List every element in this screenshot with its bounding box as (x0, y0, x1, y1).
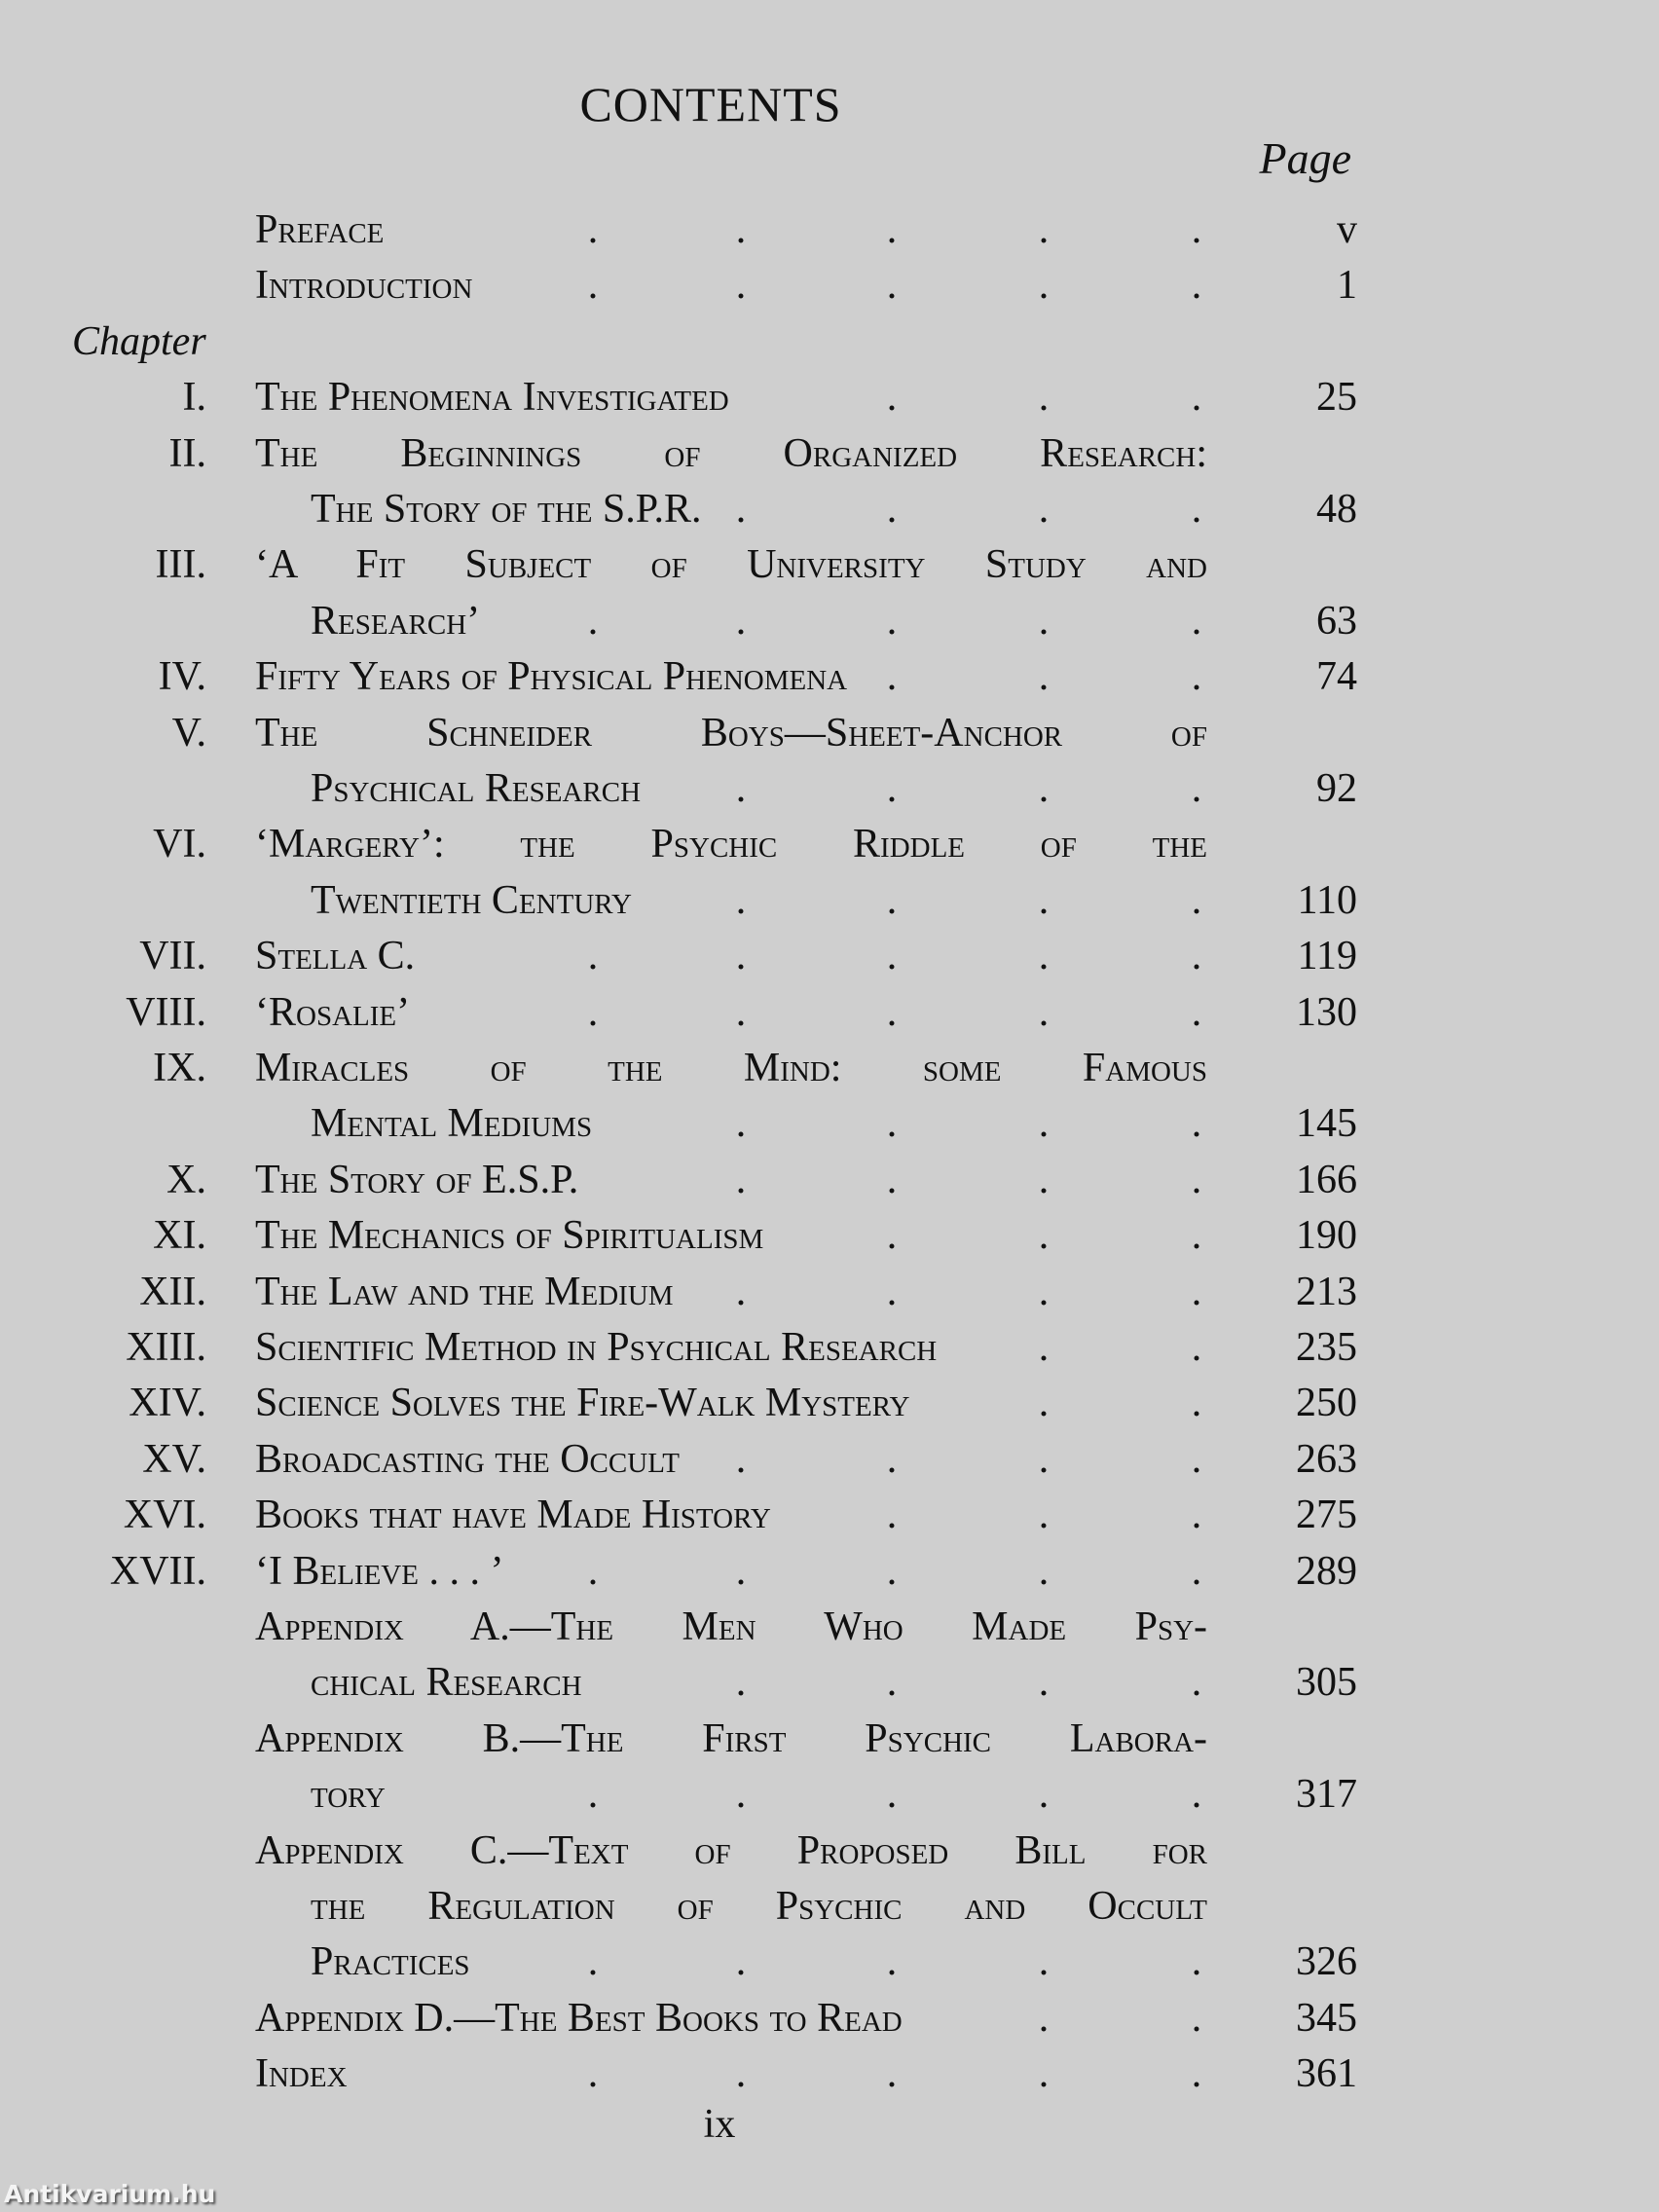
dot-leader: . (1038, 1269, 1050, 1314)
dot-leader: . (1191, 1325, 1202, 1370)
chapter-numeral: V. (171, 710, 206, 756)
entry-title: The Story of E.S.P. (255, 1157, 579, 1202)
dot-leader: . (1038, 989, 1050, 1035)
dot-leader: . (735, 2051, 747, 2097)
toc-entry-line (0, 761, 1659, 817)
entry-title: Broadcasting the Occult (255, 1436, 680, 1482)
page-number: 289 (1296, 1548, 1357, 1594)
dot-leader: . (1191, 2051, 1202, 2097)
dot-leader: . (1038, 1660, 1050, 1706)
dot-leader: . (735, 207, 747, 252)
chapter-numeral: VI. (153, 822, 206, 867)
entry-title: ‘Margery’: the Psychic Riddle of the (255, 822, 1207, 867)
dot-leader: . (1191, 766, 1202, 811)
dot-leader: . (1191, 487, 1202, 532)
page-number: 166 (1296, 1157, 1357, 1202)
dot-leader: . (587, 989, 599, 1035)
dot-leader: . (1191, 1157, 1202, 1202)
entry-title: The Phenomena Investigated (255, 375, 729, 421)
chapter-numeral: IV. (158, 654, 206, 700)
dot-leader: . (587, 2051, 599, 2097)
page-number: 1 (1337, 263, 1357, 309)
dot-leader: . (735, 989, 747, 1035)
dot-leader: . (886, 1772, 898, 1818)
dot-leader: . (1038, 1493, 1050, 1538)
dot-leader: . (886, 1548, 898, 1594)
toc-entry-line (0, 1544, 1659, 1600)
dot-leader: . (1191, 375, 1202, 421)
dot-leader: . (886, 375, 898, 421)
page-number: 119 (1297, 934, 1357, 979)
dot-leader: . (886, 1436, 898, 1482)
page-number: 110 (1297, 877, 1357, 923)
dot-leader: . (735, 263, 747, 309)
dot-leader: . (1038, 1157, 1050, 1202)
toc-entry-line (0, 1041, 1659, 1096)
dot-leader: . (886, 989, 898, 1035)
dot-leader: . (886, 877, 898, 923)
dot-leader: . (735, 934, 747, 979)
entry-title: Stella C. (255, 934, 416, 979)
toc-entry-line (0, 482, 1659, 537)
page-number: 317 (1296, 1772, 1357, 1818)
dot-leader: . (886, 263, 898, 309)
entry-title: Fifty Years of Physical Phenomena (255, 654, 848, 700)
dot-leader: . (1191, 1381, 1202, 1426)
toc-entry-line (0, 594, 1659, 649)
page-number: 190 (1296, 1213, 1357, 1259)
chapter-numeral: VII. (139, 934, 206, 979)
page-number: 92 (1316, 766, 1357, 811)
toc-entry-line (0, 1600, 1659, 1655)
chapter-numeral: XIV. (129, 1381, 206, 1426)
toc-entry-line (0, 258, 1659, 313)
chapter-numeral: XVII. (109, 1548, 206, 1594)
dot-leader: . (735, 766, 747, 811)
page-number: 74 (1316, 654, 1357, 700)
chapter-column-label (0, 314, 1659, 370)
entry-title: the Regulation of Psychic and Occult (311, 1884, 1207, 1929)
toc-entry-line (0, 929, 1659, 984)
dot-leader: . (1038, 1381, 1050, 1426)
dot-leader: . (1038, 934, 1050, 979)
dot-leader: . (886, 598, 898, 644)
page-number: 361 (1296, 2051, 1357, 2097)
dot-leader: . (1038, 1995, 1050, 2041)
toc-entry-line (0, 1153, 1659, 1208)
dot-leader: . (735, 1548, 747, 1594)
toc-entry-line (0, 1488, 1659, 1543)
entry-title: The Law and the Medium (255, 1269, 674, 1314)
chapter-numeral: I. (182, 375, 206, 421)
page-number: 213 (1296, 1269, 1357, 1314)
chapter-numeral: XII. (139, 1269, 206, 1314)
dot-leader: . (1038, 1101, 1050, 1147)
dot-leader: . (1191, 654, 1202, 700)
dot-leader: . (1191, 1660, 1202, 1706)
dot-leader: . (886, 1101, 898, 1147)
chapter-numeral: XVI. (123, 1493, 206, 1538)
toc-entry-line (0, 706, 1659, 761)
toc-entry-line (0, 537, 1659, 593)
page-number: 250 (1296, 1381, 1357, 1426)
dot-leader: . (1038, 1436, 1050, 1482)
dot-leader: . (735, 1269, 747, 1314)
dot-leader: . (1191, 598, 1202, 644)
dot-leader: . (735, 1939, 747, 1985)
entry-title: The Story of the S.P.R. (311, 487, 702, 532)
entry-title: The Beginnings of Organized Research: (255, 430, 1207, 476)
page-number: 305 (1296, 1660, 1357, 1706)
dot-leader: . (1191, 934, 1202, 979)
toc-entry-line (0, 1991, 1659, 2046)
dot-leader: . (886, 1493, 898, 1538)
dot-leader: . (1191, 1493, 1202, 1538)
dot-leader: . (587, 263, 599, 309)
dot-leader: . (587, 1939, 599, 1985)
dot-leader: . (1038, 598, 1050, 644)
dot-leader: . (735, 598, 747, 644)
dot-leader: . (587, 934, 599, 979)
dot-leader: . (1038, 1548, 1050, 1594)
entry-title: Mental Mediums (311, 1101, 593, 1147)
toc-entry-line (0, 1879, 1659, 1935)
dot-leader: . (587, 1548, 599, 1594)
contents-heading: CONTENTS (579, 77, 842, 131)
dot-leader: . (735, 1772, 747, 1818)
toc-entry-line (0, 817, 1659, 872)
toc-entry-line (0, 1320, 1659, 1376)
dot-leader: . (886, 766, 898, 811)
toc-entry-line (0, 370, 1659, 425)
dot-leader: . (1038, 766, 1050, 811)
dot-leader: . (587, 207, 599, 252)
dot-leader: . (886, 934, 898, 979)
chapter-numeral: II. (168, 430, 206, 476)
dot-leader: . (1038, 877, 1050, 923)
toc-entry-line (0, 1767, 1659, 1823)
page-folio: ix (703, 2102, 736, 2147)
toc-entry-line (0, 203, 1659, 258)
chapter-numeral: XIII. (126, 1325, 206, 1370)
page-number: 63 (1316, 598, 1357, 644)
toc-entry-line (0, 1824, 1659, 1879)
entry-title: Appendix C.—Text of Proposed Bill for (255, 1827, 1207, 1873)
entry-title: Science Solves the Fire-Walk Mystery (255, 1381, 910, 1426)
page-column-label: Page (1259, 133, 1351, 183)
page-number: 145 (1296, 1101, 1357, 1147)
toc-entry-line (0, 1096, 1659, 1152)
dot-leader: . (886, 1660, 898, 1706)
page-number: 275 (1296, 1493, 1357, 1538)
entry-title: Miracles of the Mind: some Famous (255, 1046, 1207, 1090)
chapter-numeral: X. (166, 1157, 206, 1202)
page-number: 345 (1296, 1995, 1357, 2041)
chapter-numeral: XI. (153, 1213, 206, 1259)
page-number: 48 (1316, 487, 1357, 532)
entry-title: Appendix D.—The Best Books to Read (255, 1995, 903, 2041)
entry-title: Scientific Method in Psychical Research (255, 1325, 938, 1370)
entry-title: Psychical Research (311, 766, 642, 811)
dot-leader: . (1038, 207, 1050, 252)
dot-leader: . (1191, 1213, 1202, 1259)
entry-title: ‘I Believe . . . ’ (255, 1548, 504, 1594)
dot-leader: . (1038, 263, 1050, 309)
toc-entry-line (0, 2046, 1659, 2102)
entry-title: ‘Rosalie’ (255, 989, 411, 1035)
toc-entry-line (0, 1376, 1659, 1431)
chapter-numeral: XV. (142, 1436, 206, 1482)
dot-leader: . (1191, 1101, 1202, 1147)
dot-leader: . (587, 1772, 599, 1818)
entry-title: Appendix B.—The First Psychic Labora- (255, 1715, 1207, 1761)
dot-leader: . (886, 1157, 898, 1202)
dot-leader: . (886, 207, 898, 252)
entry-title: The Mechanics of Spiritualism (255, 1213, 764, 1259)
page-number: v (1337, 207, 1357, 252)
page-number: 326 (1296, 1939, 1357, 1985)
dot-leader: . (735, 877, 747, 923)
dot-leader: . (1038, 1939, 1050, 1985)
dot-leader: . (1038, 2051, 1050, 2097)
dot-leader: . (1191, 1269, 1202, 1314)
entry-title: The Schneider Boys—Sheet-Anchor of (255, 710, 1207, 756)
dot-leader: . (886, 487, 898, 532)
entry-title: Appendix A.—The Men Who Made Psy- (255, 1604, 1207, 1649)
entry-title: Books that have Made History (255, 1493, 771, 1538)
dot-leader: . (1038, 487, 1050, 532)
watermark-logo: Antikvarium.hu (4, 2180, 216, 2208)
dot-leader: . (886, 1213, 898, 1259)
dot-leader: . (886, 1269, 898, 1314)
dot-leader: . (1191, 1548, 1202, 1594)
dot-leader: . (1191, 1436, 1202, 1482)
dot-leader: . (886, 654, 898, 700)
dot-leader: . (1191, 207, 1202, 252)
chapter-label: Chapter (72, 318, 206, 364)
dot-leader: . (886, 1939, 898, 1985)
dot-leader: . (1038, 1325, 1050, 1370)
chapter-numeral: III. (155, 542, 206, 588)
toc-entry-line (0, 1432, 1659, 1488)
dot-leader: . (1038, 375, 1050, 421)
toc-entry-line (0, 649, 1659, 705)
dot-leader: . (735, 487, 747, 532)
dot-leader: . (886, 2051, 898, 2097)
entry-title: Introduction (255, 263, 473, 309)
toc-entry-line (0, 1265, 1659, 1320)
toc-entry-line (0, 1935, 1659, 1990)
entry-title: Practices (311, 1939, 470, 1985)
chapter-numeral: IX. (153, 1046, 206, 1090)
entry-title: Preface (255, 207, 385, 252)
dot-leader: . (1191, 1772, 1202, 1818)
entry-title: ‘A Fit Subject of University Study and (255, 542, 1207, 588)
entry-title: Research’ (311, 598, 481, 644)
toc-entry-line (0, 985, 1659, 1041)
dot-leader: . (1191, 989, 1202, 1035)
toc-entry-line (0, 1655, 1659, 1711)
dot-leader: . (1038, 654, 1050, 700)
page-number: 130 (1296, 989, 1357, 1035)
toc-entry-line (0, 426, 1659, 482)
dot-leader: . (1191, 877, 1202, 923)
dot-leader: . (1191, 263, 1202, 309)
dot-leader: . (735, 1157, 747, 1202)
dot-leader: . (1038, 1772, 1050, 1818)
dot-leader: . (1191, 1939, 1202, 1985)
dot-leader: . (735, 1436, 747, 1482)
entry-title: Index (255, 2051, 348, 2097)
dot-leader: . (587, 598, 599, 644)
page-number: 235 (1296, 1325, 1357, 1370)
dot-leader: . (1191, 1995, 1202, 2041)
toc-entry-line (0, 873, 1659, 929)
page-number: 263 (1296, 1436, 1357, 1482)
page-number: 25 (1316, 375, 1357, 421)
entry-title: chical Research (311, 1660, 582, 1706)
dot-leader: . (735, 1101, 747, 1147)
dot-leader: . (735, 1660, 747, 1706)
toc-entry-line (0, 1712, 1659, 1767)
dot-leader: . (1038, 1213, 1050, 1259)
chapter-numeral: VIII. (126, 989, 206, 1035)
entry-title: Twentieth Century (311, 877, 632, 923)
toc-entry-line (0, 1208, 1659, 1264)
entry-title: tory (311, 1772, 386, 1818)
